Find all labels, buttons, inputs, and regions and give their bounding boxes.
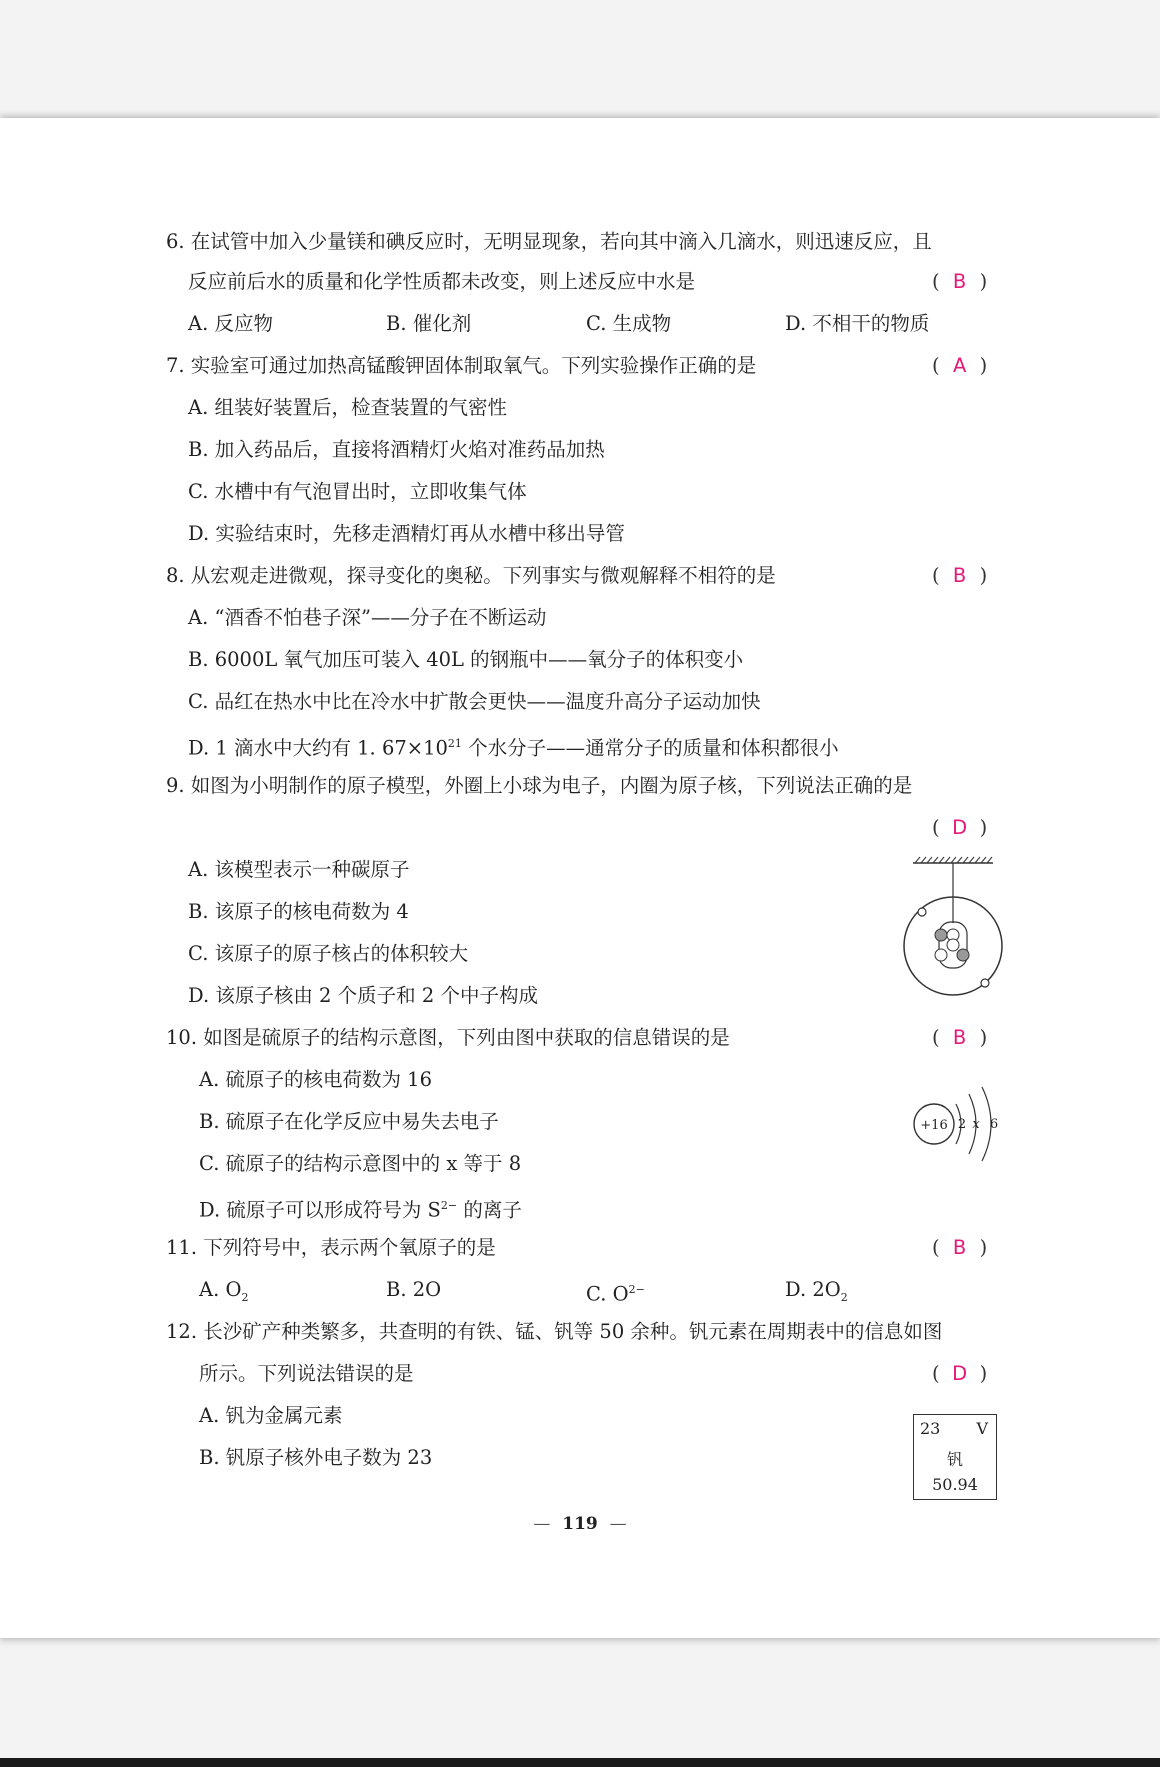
shell1-electrons: 2 xyxy=(957,1117,967,1132)
q10-option-c: C. 硫原子的结构示意图中的 x 等于 8 xyxy=(199,1152,522,1175)
atom-model-figure xyxy=(895,856,1005,1002)
q10-answer: ( B ) xyxy=(932,1026,988,1049)
atomic-number: 23 xyxy=(920,1419,941,1438)
q8-stem: 8. 从宏观走进微观，探寻变化的奥秘。下列事实与微观解释不相符的是 xyxy=(166,564,776,587)
q11-stem: 11. 下列符号中，表示两个氧原子的是 xyxy=(166,1236,496,1259)
q6-stem-line1: 6. 在试管中加入少量镁和碘反应时，无明显现象，若向其中滴入几滴水，则迅速反应，且 xyxy=(166,230,932,253)
element-name: 钒 xyxy=(946,1450,963,1469)
q8-answer: ( B ) xyxy=(932,564,988,587)
page-number: — 119 — xyxy=(533,1514,627,1534)
q11-answer: ( B ) xyxy=(932,1236,988,1259)
q7-option-a: A. 组装好装置后，检查装置的气密性 xyxy=(188,396,507,419)
q7-option-b: B. 加入药品后，直接将酒精灯火焰对准药品加热 xyxy=(188,438,605,461)
q10-stem: 10. 如图是硫原子的结构示意图，下列由图中获取的信息错误的是 xyxy=(166,1026,730,1049)
shell3-electrons: 6 xyxy=(989,1117,999,1132)
q11-answer-letter: B xyxy=(952,1236,967,1259)
q11-option-c: C. $O^{2-}$ xyxy=(586,1282,645,1306)
q12-answer-letter: D xyxy=(952,1362,968,1385)
q6-answer-letter: B xyxy=(952,270,967,293)
q6-option-a: A. 反应物 xyxy=(188,312,273,335)
q6-option-c: C. 生成物 xyxy=(586,312,672,335)
q9-option-b: B. 该原子的核电荷数为 4 xyxy=(188,900,409,923)
q8-option-b: B. 6000L 氧气加压可装入 40L 的钢瓶中——氧分子的体积变小 xyxy=(188,648,744,671)
nucleus-charge-label: +16 xyxy=(920,1118,948,1133)
shell2-electrons: x xyxy=(972,1117,980,1132)
q7-answer: ( A ) xyxy=(932,354,988,377)
q9-option-c: C. 该原子的原子核占的体积较大 xyxy=(188,942,469,965)
q7-option-c: C. 水槽中有气泡冒出时，立即收集气体 xyxy=(188,480,527,503)
q11-option-b: B. 2O xyxy=(386,1278,442,1301)
q8-option-d: D. 1 滴水中大约有 1. $67\times 10^{21}$ 个水分子——通常分子的质量和体积都很小 xyxy=(188,736,839,760)
q6-option-d: D. 不相干的物质 xyxy=(785,312,930,335)
q10-option-b: B. 硫原子在化学反应中易失去电子 xyxy=(199,1110,499,1133)
q9-answer: ( D ) xyxy=(932,816,988,839)
q7-option-d: D. 实验结束时，先移走酒精灯再从水槽中移出导管 xyxy=(188,522,625,545)
sulfur-atom-structure-diagram xyxy=(912,1084,1004,1164)
q8-option-a: A. “酒香不怕巷子深”——分子在不断运动 xyxy=(188,606,547,629)
element-symbol: V xyxy=(976,1419,988,1438)
q12-stem-line2: 所示。下列说法错误的是 xyxy=(199,1362,414,1385)
q12-option-a: A. 钒为金属元素 xyxy=(199,1404,343,1427)
q8-option-c: C. 品红在热水中比在冷水中扩散会更快——温度升高分子运动加快 xyxy=(188,690,761,713)
bottom-bar xyxy=(0,1758,1160,1767)
atomic-mass: 50.94 xyxy=(932,1475,978,1494)
q10-option-a: A. 硫原子的核电荷数为 16 xyxy=(199,1068,432,1091)
q6-option-b: B. 催化剂 xyxy=(386,312,472,335)
q11-option-a: A. $O_2$ xyxy=(199,1278,249,1304)
q9-option-a: A. 该模型表示一种碳原子 xyxy=(188,858,410,881)
vanadium-periodic-table-cell xyxy=(913,1414,997,1500)
q9-answer-letter: D xyxy=(952,816,968,839)
q11-option-d: D. $2O_2$ xyxy=(785,1278,848,1304)
q10-answer-letter: B xyxy=(952,1026,967,1049)
q8-answer-letter: B xyxy=(952,564,967,587)
q6-answer: ( B ) xyxy=(932,270,988,293)
q12-option-b: B. 钒原子核外电子数为 23 xyxy=(199,1446,433,1469)
q12-answer: ( D ) xyxy=(932,1362,988,1385)
q12-stem-line1: 12. 长沙矿产种类繁多，共查明的有铁、锰、钒等 50 余种。钒元素在周期表中的信息如图 xyxy=(166,1320,943,1343)
q7-stem: 7. 实验室可通过加热高锰酸钾固体制取氧气。下列实验操作正确的是 xyxy=(166,354,757,377)
q10-option-d: D. 硫原子可以形成符号为 $S^{2-}$ 的离子 xyxy=(199,1198,522,1222)
q6-stem-line2: 反应前后水的质量和化学性质都未改变，则上述反应中水是 xyxy=(188,270,696,293)
q9-stem: 9. 如图为小明制作的原子模型，外圈上小球为电子，内圈为原子核，下列说法正确的是 xyxy=(166,774,913,797)
q7-answer-letter: A xyxy=(952,354,967,377)
q9-option-d: D. 该原子核由 2 个质子和 2 个中子构成 xyxy=(188,984,538,1007)
